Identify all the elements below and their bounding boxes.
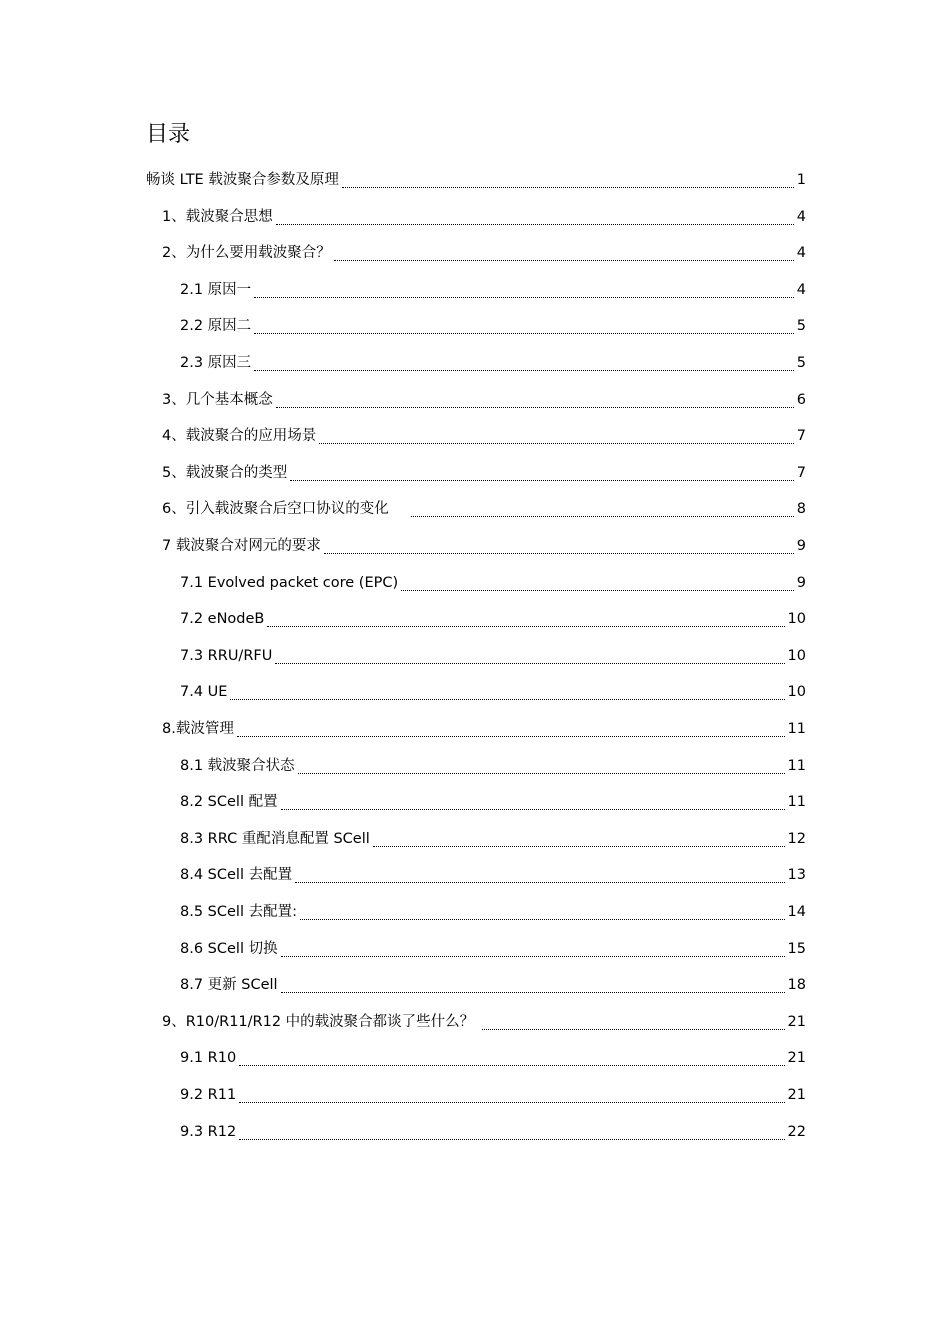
toc-entry-text: 3、几个基本概念 bbox=[162, 391, 273, 408]
toc-entry-text: 4、载波聚合的应用场景 bbox=[162, 428, 317, 445]
toc-page-number: 21 bbox=[787, 1050, 806, 1067]
toc-entry[interactable] bbox=[162, 494, 806, 524]
toc-page-number: 11 bbox=[787, 794, 806, 811]
toc-dot-leader bbox=[239, 1091, 784, 1105]
toc-entry[interactable] bbox=[180, 824, 806, 854]
toc-entry[interactable] bbox=[162, 202, 806, 232]
toc-page-number: 5 bbox=[796, 318, 806, 335]
toc-dot-leader bbox=[254, 359, 794, 373]
toc-entry-text: 8.4 SCell 去配置 bbox=[180, 867, 293, 884]
toc-entry-text: 7.1 Evolved packet core (EPC) bbox=[180, 574, 399, 591]
toc-entry-text: 9.1 R10 bbox=[180, 1050, 237, 1067]
toc-page-number: 22 bbox=[787, 1123, 806, 1140]
toc-page-number: 4 bbox=[796, 281, 806, 298]
toc-entry[interactable] bbox=[180, 1043, 806, 1073]
toc-entry[interactable] bbox=[162, 238, 806, 268]
toc-entry-text: 8.3 RRC 重配消息配置 SCell bbox=[180, 830, 370, 847]
toc-dot-leader bbox=[281, 945, 785, 959]
toc-entry[interactable] bbox=[180, 860, 806, 890]
toc-page-number: 4 bbox=[796, 208, 806, 225]
toc-page-number: 7 bbox=[796, 428, 806, 445]
toc-page-number: 4 bbox=[796, 245, 806, 262]
toc-dot-leader bbox=[239, 1128, 784, 1142]
toc-entry[interactable] bbox=[180, 311, 806, 341]
toc-entry-text: 2.1 原因一 bbox=[180, 281, 252, 298]
toc-page-number: 15 bbox=[787, 940, 806, 957]
toc-dot-leader bbox=[324, 542, 794, 556]
toc-entry-text: 9、R10/R11/R12 中的载波聚合都谈了些什么？ bbox=[162, 1013, 475, 1030]
toc-dot-leader bbox=[290, 469, 794, 483]
toc-entry[interactable] bbox=[180, 604, 806, 634]
toc-dot-leader bbox=[254, 286, 794, 300]
toc-entry[interactable] bbox=[180, 897, 806, 927]
toc-title: 目录 bbox=[146, 122, 191, 147]
toc-page-number: 11 bbox=[787, 721, 806, 737]
toc-dot-leader bbox=[482, 1018, 784, 1032]
toc-entry[interactable] bbox=[162, 1007, 806, 1037]
toc-entry[interactable] bbox=[180, 1080, 806, 1110]
toc-entry[interactable] bbox=[180, 934, 806, 964]
toc-entry-text: 8.7 更新 SCell bbox=[180, 977, 278, 994]
toc-entry-text: 7 载波聚合对网元的要求 bbox=[162, 538, 321, 554]
toc-dot-leader bbox=[342, 176, 794, 190]
toc-entry[interactable] bbox=[146, 165, 806, 195]
toc-dot-leader bbox=[281, 798, 785, 812]
toc-entry[interactable] bbox=[162, 421, 806, 451]
toc-entry[interactable] bbox=[180, 677, 806, 707]
toc-dot-leader bbox=[401, 579, 794, 593]
toc-dot-leader bbox=[230, 688, 784, 702]
toc-entry[interactable] bbox=[162, 458, 806, 488]
toc-entry-text: 2.3 原因三 bbox=[180, 355, 252, 371]
toc-entry-text: 7.3 RRU/RFU bbox=[180, 647, 273, 664]
toc-dot-leader bbox=[334, 249, 794, 263]
toc-entry-text: 9.2 R11 bbox=[180, 1087, 237, 1103]
toc-page-number: 12 bbox=[787, 830, 806, 847]
toc-page-number: 18 bbox=[787, 977, 806, 994]
toc-entry[interactable] bbox=[180, 641, 806, 671]
toc-page-number: 7 bbox=[796, 464, 806, 481]
toc-page-number: 5 bbox=[796, 355, 806, 371]
toc-dot-leader bbox=[267, 615, 784, 629]
toc-entry-text: 7.2 eNodeB bbox=[180, 611, 265, 628]
toc-page-number: 9 bbox=[796, 538, 806, 554]
toc-dot-leader bbox=[281, 981, 785, 995]
toc-entry-text: 畅谈 LTE 载波聚合参数及原理 bbox=[146, 172, 339, 188]
toc-dot-leader bbox=[237, 725, 785, 739]
toc-page-number: 10 bbox=[787, 647, 806, 664]
toc-entry-text: 9.3 R12 bbox=[180, 1123, 237, 1140]
toc-dot-leader bbox=[275, 652, 784, 666]
toc-entry[interactable] bbox=[180, 568, 806, 598]
toc-entry-text: 5、载波聚合的类型 bbox=[162, 464, 288, 481]
toc-dot-leader bbox=[411, 505, 794, 519]
toc-page-number: 10 bbox=[787, 684, 806, 701]
toc-dot-leader bbox=[254, 322, 794, 336]
toc-entry[interactable] bbox=[162, 714, 806, 744]
toc-page-number: 8 bbox=[796, 501, 806, 518]
toc-entry[interactable] bbox=[180, 787, 806, 817]
toc-dot-leader bbox=[239, 1054, 784, 1068]
toc-entry[interactable] bbox=[180, 970, 806, 1000]
toc-entry[interactable] bbox=[180, 275, 806, 305]
toc-entry-text: 6、引入载波聚合后空口协议的变化 bbox=[162, 501, 389, 518]
toc-entry[interactable] bbox=[162, 385, 806, 415]
toc-dot-leader bbox=[373, 835, 785, 849]
toc-entry[interactable] bbox=[180, 1117, 806, 1147]
toc-entry-text: 7.4 UE bbox=[180, 684, 228, 701]
toc-entry-text: 8.5 SCell 去配置: bbox=[180, 904, 297, 920]
toc-dot-leader bbox=[298, 762, 785, 776]
toc-page-number: 1 bbox=[796, 172, 806, 188]
toc-entry-text: 8.2 SCell 配置 bbox=[180, 794, 278, 811]
toc-dot-leader bbox=[300, 908, 785, 922]
toc-entry-text: 2.2 原因二 bbox=[180, 318, 252, 335]
toc-page-number: 9 bbox=[796, 574, 806, 591]
toc-page-number: 6 bbox=[796, 391, 806, 408]
toc-page-number: 14 bbox=[787, 904, 806, 920]
toc-dot-leader bbox=[319, 432, 794, 446]
toc-entry-text: 1、载波聚合思想 bbox=[162, 208, 273, 225]
toc-page-number: 13 bbox=[787, 867, 806, 884]
toc-entry[interactable] bbox=[180, 751, 806, 781]
toc-page-number: 10 bbox=[787, 611, 806, 628]
toc-entry-text: 2、为什么要用载波聚合？ bbox=[162, 245, 331, 262]
toc-page-number: 11 bbox=[787, 757, 806, 774]
toc-dot-leader bbox=[295, 871, 784, 885]
toc-entry-text: 8.6 SCell 切换 bbox=[180, 940, 278, 957]
toc-page-number: 21 bbox=[787, 1013, 806, 1030]
toc-entry[interactable] bbox=[180, 348, 806, 378]
toc-entry-text: 8.载波管理 bbox=[162, 721, 234, 737]
toc-dot-leader bbox=[276, 213, 794, 227]
toc-page-number: 21 bbox=[787, 1087, 806, 1103]
toc-entry[interactable] bbox=[162, 531, 806, 561]
toc-entry-text: 8.1 载波聚合状态 bbox=[180, 757, 295, 774]
toc-dot-leader bbox=[276, 396, 794, 410]
